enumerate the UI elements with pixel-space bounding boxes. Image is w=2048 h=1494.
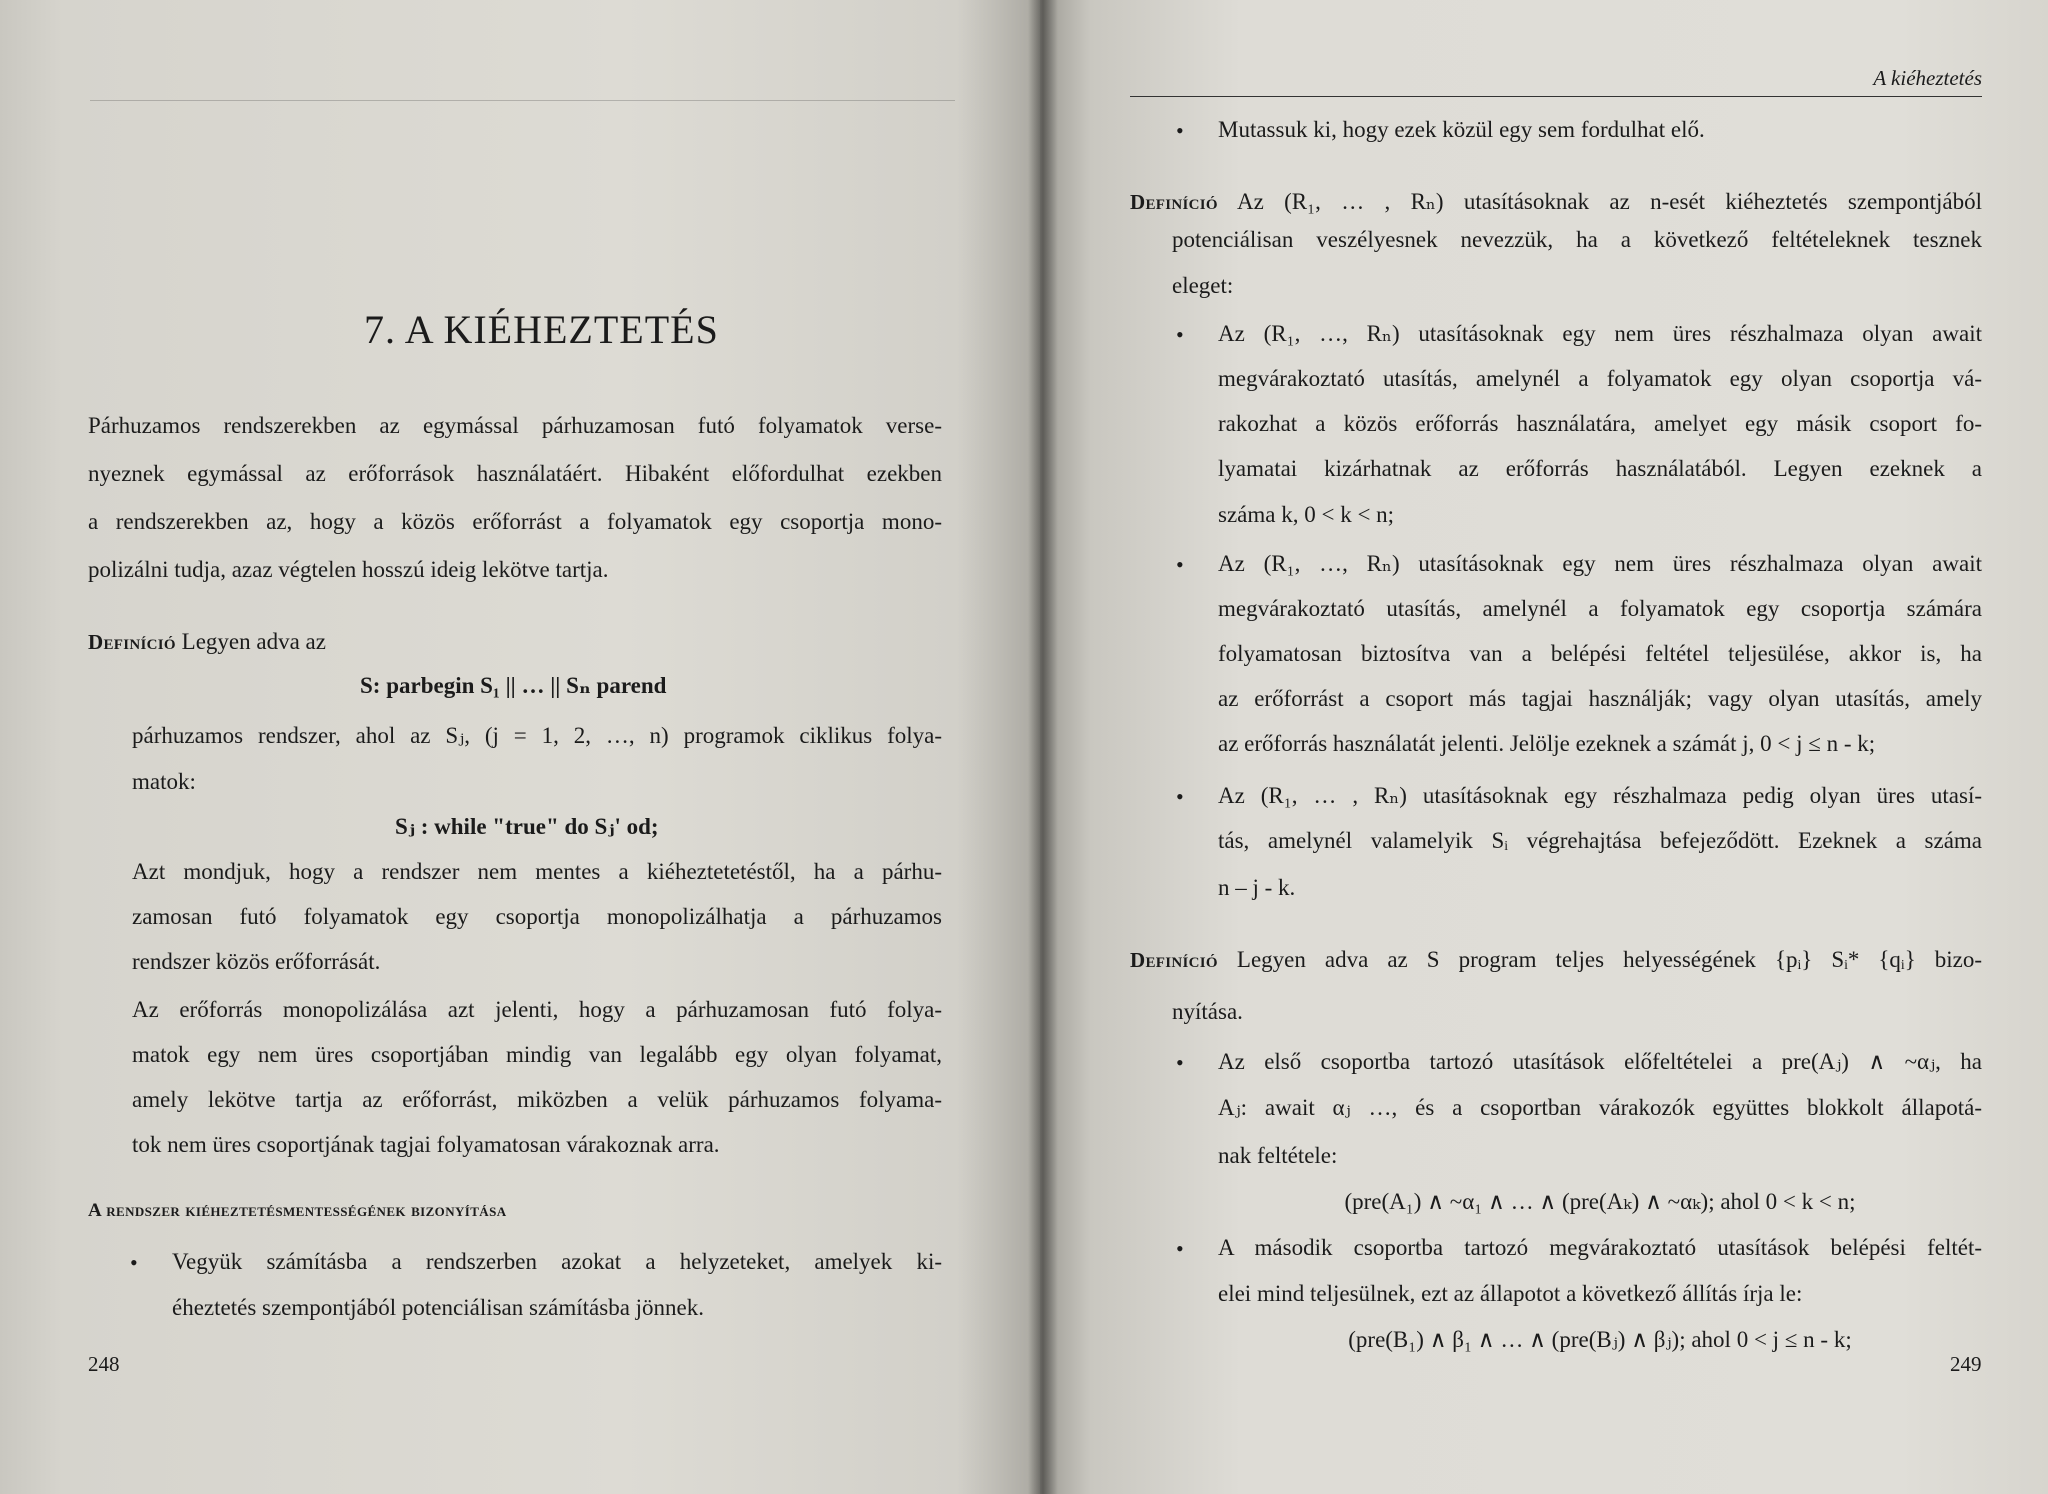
bullet-line-1: Vegyük számításba a rendszerben azokat a helyzeteket, amelyek ki- [172,1249,942,1274]
running-head: A kiéheztetés [1873,66,1982,90]
def2-text: Legyen adva az S program teljes helyességének {pᵢ} Sᵢ* {qᵢ} bizo- [1236,947,1983,972]
def1-line-2: potenciálisan veszélyesnek nevezzük, ha a következő feltételeknek tesznek [1172,227,1982,252]
book-spine-shadow [1028,0,1058,1494]
claim-line-2: zamosan futó folyamatok egy csoportja monopolizálhatja a párhuzamos [132,904,942,929]
right-page [1040,0,2048,1494]
blocked-state-formula: (pre(A₁) ∧ ~α₁ ∧ … ∧ (pre(Aₖ) ∧ ~αₖ); ahol 0 < k < n; [1344,1189,1856,1214]
bullet-0-text: Mutassuk ki, hogy ezek közül egy sem fordulhat elő. [1218,117,1705,142]
b4-line-3: nak feltétele: [1218,1143,1338,1168]
bullet-marker: • [1176,784,1184,809]
b2-line-2: megvárakoztató utasítás, amelynél a folyamatok egy csoportja számára [1218,596,1982,621]
def1-line-3: eleget: [1172,273,1234,298]
chapter-title: 7. A KIÉHEZTETÉS [364,307,719,352]
system-line-1: párhuzamos rendszer, ahol az Sⱼ, (j = 1, 2, …, n) programok ciklikus folya- [132,723,942,748]
right-header-rule [1130,96,1982,97]
bullet-marker: • [1176,1236,1184,1261]
claim-line-3: rendszer közös erőforrását. [132,949,381,974]
bullet-marker: • [130,1250,138,1275]
intro-line-4: polizálni tudja, azaz végtelen hosszú ideig lekötve tartja. [88,557,609,582]
b3-line-1: Az (R₁, … , Rₙ) utasításoknak egy részhalmaza pedig olyan üres utasí- [1218,783,1982,808]
intro-line-3: a rendszerekben az, hogy a közös erőforrást a folyamatok egy csoportja mono- [88,509,942,534]
left-header-rule [90,100,955,101]
b5-line-1: A második csoportba tartozó megvárakoztató utasítások belépési feltét- [1218,1235,1982,1260]
monopoly-line-4: tok nem üres csoportjának tagjai folyamatosan várakoznak arra. [132,1132,720,1157]
b1-line-1: Az (R₁, …, Rₙ) utasításoknak egy nem üres részhalmaza olyan await [1218,321,1982,346]
monopoly-line-1: Az erőforrás monopolizálása azt jelenti, hogy a párhuzamosan futó folya- [132,997,942,1022]
system-line-2: matok: [132,769,196,794]
b2-line-1: Az (R₁, …, Rₙ) utasításoknak egy nem üres részhalmaza olyan await [1218,551,1982,576]
def1-label: Definíció [1130,190,1218,214]
bullet-marker: • [1176,322,1184,347]
section-title: A rendszer kiéheztetésmentességének bizonyítása [88,1200,507,1221]
page-number-left: 248 [88,1352,120,1376]
b1-line-5: száma k, 0 < k < n; [1218,502,1395,527]
monopoly-line-2: matok egy nem üres csoportjában mindig van legalább egy olyan folyamat, [132,1042,942,1067]
b4-line-2: Aⱼ: await αⱼ …, és a csoportban várakozók együttes blokkolt állapotá- [1218,1095,1982,1120]
bullet-marker: • [1176,118,1184,143]
monopoly-line-3: amely lekötve tartja az erőforrást, miközben a velük párhuzamos folyama- [132,1087,942,1112]
b1-line-4: lyamatai kizárhatnak az erőforrás használatából. Legyen ezeknek a [1218,456,1982,481]
entry-state-formula: (pre(B₁) ∧ β₁ ∧ … ∧ (pre(Bⱼ) ∧ βⱼ); ahol 0 < j ≤ n - k; [1348,1327,1852,1352]
b3-line-3: n – j - k. [1218,875,1296,900]
b1-line-2: megvárakoztató utasítás, amelynél a folyamatok egy olyan csoportja vá- [1218,366,1982,391]
bullet-line-2: éheztetés szempontjából potenciálisan számításba jönnek. [172,1295,705,1320]
definition-intro [88,620,326,664]
definition-text: Legyen adva az [181,629,326,654]
bullet-marker: • [1176,552,1184,577]
intro-line-1: Párhuzamos rendszerekben az egymással párhuzamosan futó folyamatok verse- [88,413,942,438]
b5-line-2: elei mind teljesülnek, ezt az állapotot a következő állítás írja le: [1218,1281,1803,1306]
def2-line-1 [1130,938,1982,982]
def2-label: Definíció [1130,948,1218,972]
b3-line-2: tás, amelynél valamelyik Sᵢ végrehajtása befejeződött. Ezeknek a száma [1218,828,1982,853]
intro-line-2: nyeznek egymással az erőforrások használatáért. Hibaként előfordulhat ezekben [88,461,942,486]
b1-line-3: rakozhat a közös erőforrás használatára, amelyet egy másik csoport fo- [1218,411,1982,436]
parbegin-formula: S: parbegin S₁ || … || Sₙ parend [360,673,667,698]
definition-label: Definíció [88,630,176,654]
def1-text: Az (R₁, … , Rₙ) utasításoknak az n-esét kiéheztetés szempontjából [1236,189,1982,214]
page-number-right: 249 [1950,1352,1982,1376]
b2-line-3: folyamatosan biztosítva van a belépési feltétel teljesülése, akkor is, ha [1218,641,1982,666]
b2-line-5: az erőforrás használatát jelenti. Jelölje ezeknek a számát j, 0 < j ≤ n - k; [1218,731,1876,756]
while-formula: Sⱼ : while "true" do Sⱼ' od; [395,814,659,839]
bullet-marker: • [1176,1050,1184,1075]
claim-line-1: Azt mondjuk, hogy a rendszer nem mentes a kiéheztetetéstől, ha a párhu- [132,859,942,884]
b2-line-4: az erőforrást a csoport más tagjai használják; vagy olyan utasítás, amely [1218,686,1982,711]
def2-line-2: nyítása. [1172,999,1243,1024]
b4-line-1: Az első csoportba tartozó utasítások előfeltételei a pre(Aⱼ) ∧ ~αⱼ, ha [1218,1049,1982,1074]
